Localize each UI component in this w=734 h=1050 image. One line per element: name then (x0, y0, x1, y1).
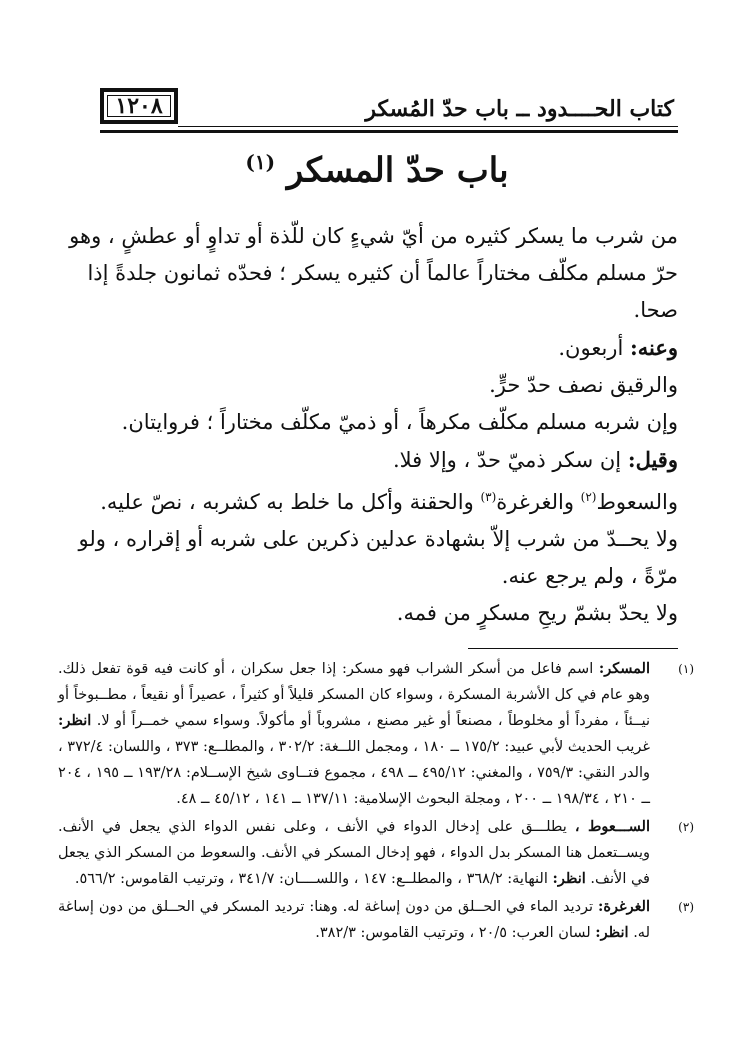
footnote-term: الســـعوط ، (574, 818, 651, 835)
paragraph-6-b: والغرغرة (496, 490, 574, 514)
paragraph-2 (48, 329, 678, 367)
paragraph-2-text: أربعون. (558, 336, 624, 360)
footnote-see-label: انظر: (58, 712, 92, 729)
footnote-term: الغرغرة: (598, 898, 651, 915)
chapter-title (80, 150, 674, 190)
paragraph-6 (48, 479, 678, 521)
paragraph-5-text: إن سكر ذميّ حدّ ، وإلا فلا. (392, 448, 622, 472)
footnote-ref-3: (٣) (480, 490, 497, 504)
footnote-3 (58, 894, 694, 946)
paragraph-6-a: والسعوط (596, 490, 678, 514)
paragraph-3: والرقيق نصف حدّ حرٍّ. (489, 373, 678, 397)
paragraph-5 (48, 441, 678, 479)
footnote-2 (58, 814, 694, 892)
chapter-footnote-ref: (١) (245, 150, 276, 174)
footnote-term: المسكر: (598, 660, 650, 677)
page-header (100, 88, 678, 134)
footnote-separator (468, 648, 678, 649)
footnote-text: ترديد الماء في الحــلق من دون إساغة له. وهنا: ترديد المسكر في الحــلق من دون إساغة له. (58, 899, 650, 941)
paragraph-5-label: وقيل: (627, 447, 678, 472)
footnote-1 (58, 656, 694, 812)
chapter-title-text: باب حدّ المسكر (286, 150, 509, 191)
footnote-references: النهاية: ٣٦٨/٢ ، والمطلــع: ١٤٧ ، واللســــان: ٣٤١/٧ ، وترتيب القاموس: ٥٦٦/٢. (74, 871, 548, 887)
page-number (100, 88, 178, 124)
paragraph-4: وإن شربه مسلم مكلّف مكرهاً ، أو ذميّ مكلّف مختاراً ؛ فروايتان. (121, 410, 678, 434)
running-title: كتاب الحــــدود ــ باب حدّ المُسكر (365, 96, 674, 122)
footnote-text: يطلـــق على إدخال الدواء في الأنف ، وعلى نفس الدواء الذي يجعل في الأنف. ويســتعمل هنا المسكر بدل الدواء ، فهو إدخال المسكر في الأنف. والسعوط من المسكر الذي يجعل في الأنف. (58, 819, 650, 887)
paragraph-6-c: والحقنة وأكل ما خلط به كشربه ، نصّ عليه. (100, 490, 474, 514)
main-text (48, 218, 678, 632)
footnote-number: (٣) (678, 900, 694, 914)
footnote-see-label: انظر: (552, 870, 586, 887)
footnote-text: اسم فاعل من أسكر الشراب فهو مسكر: إذا جعل سكران ، أو كانت فيه قوة تفعل ذلك. وهو عام في كل الأشربة المسكرة ، وسواء كان المسكر قليلاً أو كثيراً ، عصيراً أو نقيعاً ، مطــبوخاً أو نيــئاً ، مفرداً أو مخلوطاً ، مصنعاً أو غير مصنع ، مشروباً أو مأكولاً. وسواء سمي خمــراً أو لا. (58, 661, 650, 729)
header-rule-thick (100, 130, 678, 133)
footnote-ref-2: (٢) (580, 490, 597, 504)
header-rule (178, 126, 678, 127)
paragraph-1: من شرب ما يسكر كثيره من أيّ شيءٍ كان للّذة أو تداوٍ أو عطشٍ ، وهو حرّ مسلم مكلّف مختاراً عالماً أن كثيره يسكر ؛ فحدّه ثمانون جلدةً إذا صحا. (69, 224, 678, 322)
paragraph-2-label: وعنه: (629, 335, 678, 360)
footnote-references: لسان العرب: ٢٠/٥ ، وترتيب القاموس: ٣٨٢/٣. (315, 925, 591, 941)
footnote-see-label: انظر: (595, 924, 629, 941)
footnotes (58, 656, 694, 948)
footnote-references: غريب الحديث لأبي عبيد: ١٧٥/٢ ــ ١٨٠ ، ومجمل اللــغة: ٣٠٢/٢ ، والمطلــع: ٣٧٣ ، واللسان: ٣٧٢/٤ ، والدر النقي: ٧٥٩/٣ ، والمغني: ٤٩٥/١٢ ــ ٤٩٨ ، مجموع فتــاوى شيخ الإســلام: ١٩٣/٢٨ ــ ١٩٥ ، ٢٠٤ ــ ٢١٠ ، ١٩٨/٣٤ ــ ٢٠٠ ، ومجلة البحوث الإسلامية: ١٣٧/١١ ــ ١٤١ ، ٤٥/١٢ ــ ٤٨. (58, 739, 650, 807)
footnote-number: (٢) (678, 820, 694, 834)
page-number-text: ١٢٠٨ (115, 93, 163, 119)
footnote-number: (١) (678, 662, 694, 676)
paragraph-7: ولا يحــدّ من شرب إلاّ بشهادة عدلين ذكرين على شربه أو إقراره ، ولو مرّةً ، ولم يرجع عنه. (78, 527, 678, 588)
paragraph-8: ولا يحدّ بشمّ ريحِ مسكرٍ من فمه. (396, 601, 678, 625)
